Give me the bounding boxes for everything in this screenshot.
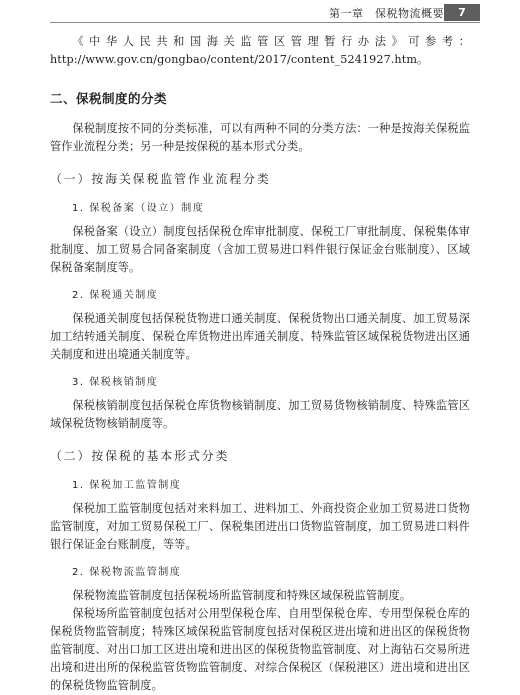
item-heading-logistics: 2. 保税物流监管制度 — [72, 567, 182, 578]
item-heading-filing: 1. 保税备案（设立）制度 — [72, 203, 205, 214]
subsection-heading-workflow: （一）按海关保税监管作业流程分类 — [50, 172, 271, 186]
paragraph-verification: 保税核销制度包括保税仓库货物核销制度、加工贸易货物核销制度、特殊监管区域保税货物核销制度等。 — [50, 399, 470, 430]
header-divider — [50, 22, 480, 23]
page-content — [50, 33, 470, 695]
item-heading-processing: 1. 保税加工监管制度 — [72, 480, 182, 491]
paragraph-filing: 保税备案（设立）制度包括保税仓库审批制度、保税工厂审批制度、保税集体审批制度、加工贸易合同备案制度（含加工贸易进口料件银行保证金台账制度）、区域保税备案制度等。 — [50, 225, 470, 274]
paragraph-logistics-overview: 保税物流监管制度包括保税场所监管制度和特殊区域保税监管制度。 — [72, 589, 412, 602]
page-number: 7 — [444, 4, 480, 21]
section-heading: 二、保税制度的分类 — [50, 91, 168, 106]
chapter-title: 第一章 保税物流概要 — [329, 7, 444, 20]
section-intro-paragraph: 保税制度按不同的分类标准，可以有两种不同的分类方法：一种是按海关保税监管作业流程分类；另一种是按保税的基本形式分类。 — [50, 122, 470, 153]
subsection-heading-forms: （二）按保税的基本形式分类 — [50, 449, 230, 463]
paragraph-logistics-detail: 保税场所监管制度包括对公用型保税仓库、自用型保税仓库、专用型保税仓库的保税货物监管制度；特殊区域保税监管制度包括对保税区进出境和进出区的保税货物监管制度、对出口加工区进出境和进出区的保税货物监管制度、对上海钻石交易所进出境和进出所的保税监管货物监管制度、对综合保税区（保税港区）进出境和进出区的保税货物监管制度。 — [50, 607, 470, 692]
page-header — [0, 0, 520, 24]
paragraph-processing: 保税加工监管制度包括对来料加工、进料加工、外商投资企业加工贸易进口货物监管制度，对加工贸易保税工厂、保税集团进出口货物监管制度，加工贸易进口料件银行保证金台账制度，等等。 — [50, 502, 470, 551]
item-heading-clearance: 2. 保税通关制度 — [72, 290, 159, 301]
reference-paragraph: 《中华人民共和国海关监管区管理暂行办法》可参考：http://www.gov.cn/gongbao/content/2017/content_5241927.htm。 — [50, 35, 470, 66]
paragraph-clearance: 保税通关制度包括保税货物进口通关制度、保税货物出口通关制度、加工贸易深加工结转通关制度、保税仓库货物进出库通关制度、特殊监管区域保税货物进出区通关制度和进出境通关制度等。 — [50, 312, 470, 361]
item-heading-verification: 3. 保税核销制度 — [72, 377, 159, 388]
